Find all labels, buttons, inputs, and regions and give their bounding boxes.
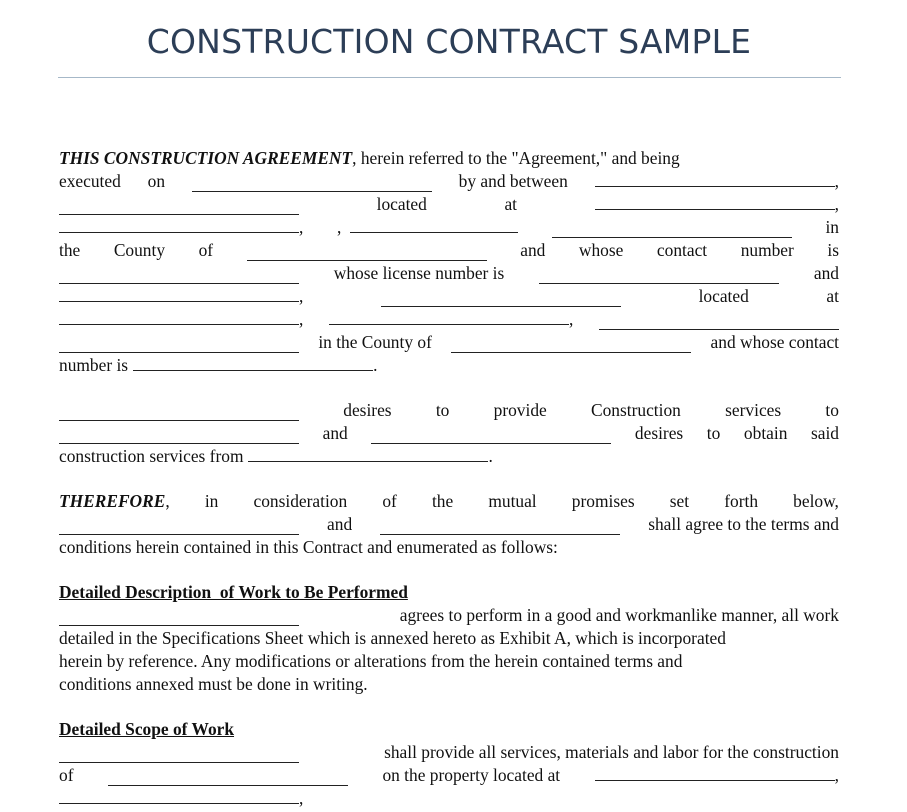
scope-line-1: shall provide all services, materials and labor for the construction [59, 740, 839, 763]
therefore-party-two-blank[interactable] [380, 518, 620, 535]
party-two-city-blank[interactable] [329, 308, 569, 325]
scope-property-address-blank[interactable] [595, 764, 835, 781]
scope-line-3: , [59, 786, 839, 809]
contractor-name-blank[interactable] [59, 404, 299, 421]
party-one-name-cont-blank[interactable] [59, 198, 299, 215]
services-provider-blank[interactable] [248, 445, 488, 462]
description-party-blank[interactable] [59, 609, 299, 626]
agreement-line-8: , , [59, 307, 839, 330]
agreement-line-5: the County of and whose contact number is [59, 240, 839, 260]
therefore-line-3: conditions herein contained in this Contract and enumerated as follows: [59, 537, 558, 557]
party-one-city-blank[interactable] [59, 216, 299, 233]
agreement-line-2: executed on by and between , [59, 171, 839, 191]
party-two-state-blank[interactable] [599, 313, 839, 330]
agreement-line-1 [59, 146, 839, 169]
party-two-name-cont-blank[interactable] [381, 290, 621, 307]
party-one-license-blank[interactable] [539, 267, 779, 284]
scope-heading: Detailed Scope of Work [59, 719, 235, 739]
services-line-2: and desires to obtain said [59, 421, 839, 444]
scope-party-blank[interactable] [59, 746, 299, 763]
agreement-line-7: , located at [59, 284, 839, 307]
agreement-line-9: in the County of and whose contact [59, 330, 839, 353]
agreement-line-10: number is . [59, 355, 378, 375]
party-one-zip-blank[interactable] [552, 221, 792, 238]
party-one-name-blank[interactable] [595, 170, 835, 187]
execution-date-blank[interactable] [192, 175, 432, 192]
document-title: CONSTRUCTION CONTRACT SAMPLE [146, 22, 752, 61]
therefore-party-one-blank[interactable] [59, 518, 299, 535]
description-line-4: conditions annexed must be done in writing. [59, 674, 368, 694]
party-two-address-blank[interactable] [59, 308, 299, 325]
contractor-name-cont-blank[interactable] [59, 427, 299, 444]
therefore-line-1: THEREFORE, in consideration of the mutual promises set forth below, [59, 491, 839, 511]
party-one-state-blank[interactable] [350, 216, 518, 233]
agreement-line-4: , , in [59, 215, 839, 238]
party-one-county-blank[interactable] [247, 244, 487, 261]
description-line-3: herein by reference. Any modifications or alterations from the herein contained terms and [59, 651, 683, 671]
party-two-phone-blank[interactable] [133, 354, 373, 371]
agreement-line-6: whose license number is and [59, 261, 839, 284]
party-two-name-blank[interactable] [59, 285, 299, 302]
description-line-2: detailed in the Specifications Sheet which is annexed hereto as Exhibit A, which is incorporated [59, 628, 726, 648]
services-line-1: desires to provide Construction services to [59, 398, 839, 421]
party-two-zip-blank[interactable] [59, 336, 299, 353]
owner-name-blank[interactable] [371, 427, 611, 444]
scope-project-blank[interactable] [108, 769, 348, 786]
scope-heading-line [59, 717, 839, 740]
scope-line-2: of on the property located at , [59, 765, 839, 785]
party-one-address-blank[interactable] [595, 193, 835, 210]
services-line-3: construction services from . [59, 446, 493, 466]
description-heading-line [59, 580, 839, 603]
party-two-county-blank[interactable] [451, 336, 691, 353]
description-line-1: agrees to perform in a good and workmanlike manner, all work [59, 603, 839, 626]
agreement-line-3: located at , [59, 192, 839, 215]
party-one-phone-blank[interactable] [59, 267, 299, 284]
agreement-lead-text: THIS CONSTRUCTION AGREEMENT, herein referred to the "Agreement," and being [59, 148, 680, 168]
description-heading: Detailed Description of Work to Be Performed [59, 582, 408, 602]
title-divider [58, 77, 841, 78]
therefore-line-2: and shall agree to the terms and [59, 512, 839, 535]
scope-property-city-blank[interactable] [59, 787, 299, 804]
contract-body [59, 146, 839, 809]
